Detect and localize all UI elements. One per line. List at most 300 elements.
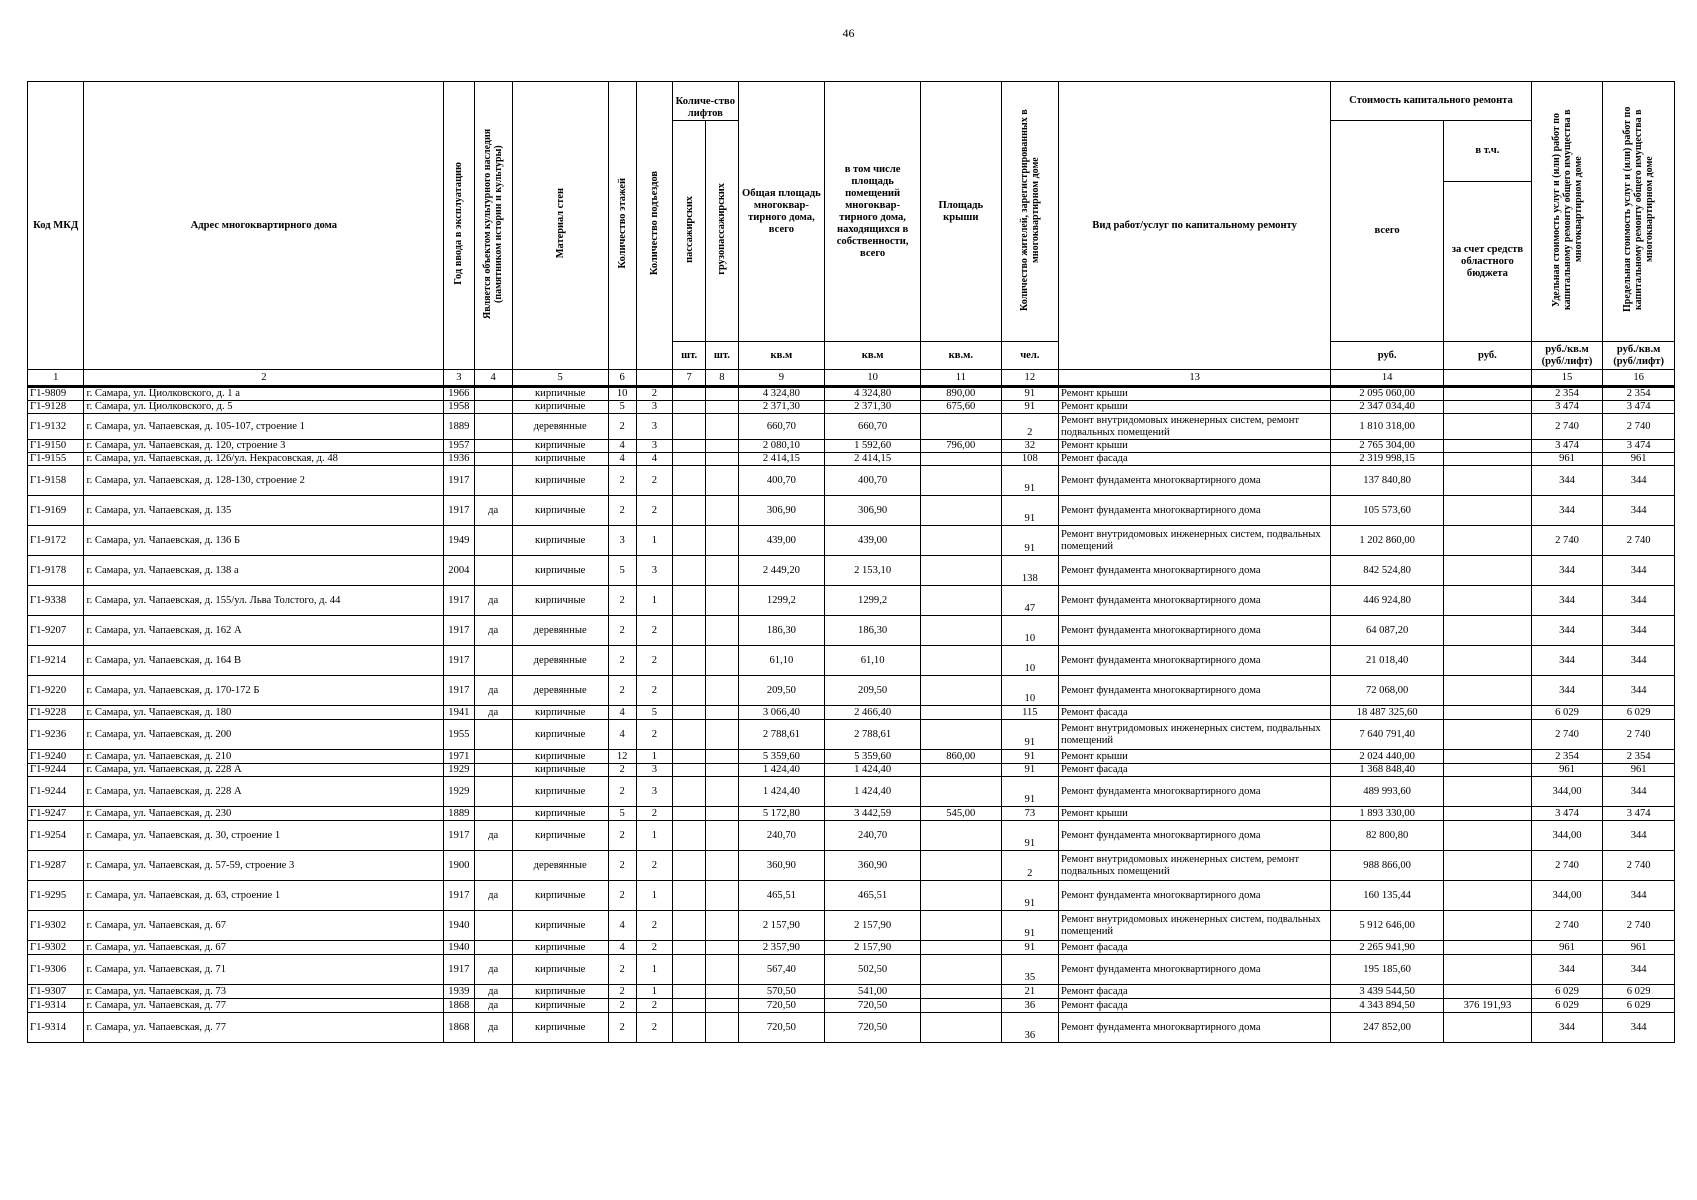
- cell-cost-total: 2 319 998,15: [1331, 453, 1444, 466]
- cell-max-cost: 3 474: [1603, 807, 1675, 821]
- cell-code: Г1-9132: [28, 414, 84, 440]
- cell-heritage: да: [474, 881, 512, 911]
- cell-unit-cost: 2 354: [1531, 387, 1603, 401]
- cell-cost-total: 247 852,00: [1331, 1013, 1444, 1043]
- cell-max-cost: 344: [1603, 676, 1675, 706]
- cell-lifts-cargo: [706, 496, 738, 526]
- column-number-row: [28, 370, 1675, 387]
- cell-total-area: 1 424,40: [738, 764, 825, 777]
- cell-floors: 5: [608, 556, 636, 586]
- cell-lifts-pass: [673, 999, 706, 1013]
- cell-cost-regional: [1444, 646, 1532, 676]
- cell-roof-area: [920, 556, 1001, 586]
- cell-heritage: да: [474, 616, 512, 646]
- cell-heritage: [474, 440, 512, 453]
- cell-work-type: Ремонт крыши: [1059, 440, 1331, 453]
- cell-floors: 4: [608, 706, 636, 720]
- cell-residents: 115: [1001, 706, 1058, 720]
- header-lifts: Количе-ство лифтов: [673, 82, 739, 121]
- header-owned-area: в том числе площадь помещений многоквар-тирного дома, находящихся в собственности, всего: [825, 82, 921, 342]
- cell-floors: 2: [608, 821, 636, 851]
- cell-unit-cost: 3 474: [1531, 401, 1603, 414]
- cell-total-area: 1 424,40: [738, 777, 825, 807]
- cell-code: Г1-9128: [28, 401, 84, 414]
- cell-total-area: 567,40: [738, 955, 825, 985]
- cell-year: 1955: [444, 720, 474, 750]
- cell-entrances: 3: [636, 401, 672, 414]
- cell-address: г. Самара, ул. Чапаевская, д. 155/ул. Льва Толстого, д. 44: [84, 586, 444, 616]
- cell-roof-area: 796,00: [920, 440, 1001, 453]
- cell-cost-regional: [1444, 466, 1532, 496]
- cell-year: 1940: [444, 941, 474, 955]
- table-row: [28, 706, 1675, 720]
- cell-unit-cost: 344: [1531, 646, 1603, 676]
- cell-work-type: Ремонт фундамента многоквартирного дома: [1059, 676, 1331, 706]
- cell-lifts-pass: [673, 496, 706, 526]
- cell-owned-area: 2 371,30: [825, 401, 921, 414]
- cell-owned-area: 209,50: [825, 676, 921, 706]
- cell-max-cost: 961: [1603, 453, 1675, 466]
- cell-residents: 35: [1001, 955, 1058, 985]
- cell-address: г. Самара, ул. Чапаевская, д. 67: [84, 911, 444, 941]
- cell-floors: 10: [608, 387, 636, 401]
- cell-year: 1868: [444, 999, 474, 1013]
- cell-residents: 91: [1001, 387, 1058, 401]
- header-address: Адрес многоквартирного дома: [84, 82, 444, 370]
- cell-cost-total: 64 087,20: [1331, 616, 1444, 646]
- cell-year: 1889: [444, 807, 474, 821]
- table-row: [28, 440, 1675, 453]
- cell-floors: 3: [608, 526, 636, 556]
- cell-cost-total: 489 993,60: [1331, 777, 1444, 807]
- cell-lifts-pass: [673, 720, 706, 750]
- cell-lifts-cargo: [706, 556, 738, 586]
- cell-lifts-cargo: [706, 453, 738, 466]
- col-num: 2: [84, 370, 444, 387]
- cell-floors: 5: [608, 807, 636, 821]
- cell-floors: 2: [608, 851, 636, 881]
- cell-residents: 108: [1001, 453, 1058, 466]
- cell-year: 1939: [444, 985, 474, 999]
- table-row: [28, 777, 1675, 807]
- cell-lifts-pass: [673, 777, 706, 807]
- cell-address: г. Самара, ул. Чапаевская, д. 200: [84, 720, 444, 750]
- unit-cost-total: руб.: [1331, 342, 1444, 370]
- cell-max-cost: 344: [1603, 616, 1675, 646]
- cell-max-cost: 2 740: [1603, 414, 1675, 440]
- cell-owned-area: 400,70: [825, 466, 921, 496]
- header-cost-group: Стоимость капитального ремонта: [1331, 82, 1532, 121]
- cell-entrances: 1: [636, 821, 672, 851]
- cell-roof-area: [920, 496, 1001, 526]
- cell-material: деревянные: [512, 676, 608, 706]
- header-cost-incl: в т.ч.: [1444, 121, 1532, 182]
- cell-year: 1936: [444, 453, 474, 466]
- cell-entrances: 1: [636, 985, 672, 999]
- cell-heritage: да: [474, 1013, 512, 1043]
- cell-floors: 2: [608, 955, 636, 985]
- cell-entrances: 3: [636, 764, 672, 777]
- cell-heritage: [474, 453, 512, 466]
- cell-cost-regional: [1444, 453, 1532, 466]
- cell-max-cost: 344: [1603, 821, 1675, 851]
- cell-cost-total: 137 840,80: [1331, 466, 1444, 496]
- col-num: 11: [920, 370, 1001, 387]
- cell-year: 1957: [444, 440, 474, 453]
- cell-max-cost: 344: [1603, 1013, 1675, 1043]
- cell-code: Г1-9150: [28, 440, 84, 453]
- cell-work-type: Ремонт крыши: [1059, 387, 1331, 401]
- cell-entrances: 3: [636, 556, 672, 586]
- unit-lifts-pass: шт.: [673, 342, 706, 370]
- cell-work-type: Ремонт фундамента многоквартирного дома: [1059, 616, 1331, 646]
- cell-address: г. Самара, ул. Чапаевская, д. 57-59, строение 3: [84, 851, 444, 881]
- cell-total-area: 5 172,80: [738, 807, 825, 821]
- unit-unit-cost: руб./кв.м (руб/лифт): [1531, 342, 1603, 370]
- header-cost-total: всего: [1331, 121, 1444, 342]
- cell-address: г. Самара, ул. Циолковского, д. 1 а: [84, 387, 444, 401]
- cell-owned-area: 2 414,15: [825, 453, 921, 466]
- cell-cost-regional: [1444, 764, 1532, 777]
- cell-owned-area: 2 157,90: [825, 911, 921, 941]
- cell-work-type: Ремонт внутридомовых инженерных систем, ремонт подвальных помещений: [1059, 851, 1331, 881]
- cell-code: Г1-9169: [28, 496, 84, 526]
- cell-max-cost: 3 474: [1603, 440, 1675, 453]
- cell-material: кирпичные: [512, 985, 608, 999]
- cell-total-area: 186,30: [738, 616, 825, 646]
- cell-lifts-cargo: [706, 526, 738, 556]
- table-row: [28, 401, 1675, 414]
- cell-unit-cost: 2 740: [1531, 851, 1603, 881]
- cell-max-cost: 344: [1603, 586, 1675, 616]
- col-num: 14: [1331, 370, 1444, 387]
- header-roof-area: Площадь крыши: [920, 82, 1001, 342]
- cell-heritage: [474, 764, 512, 777]
- cell-owned-area: 3 442,59: [825, 807, 921, 821]
- cell-floors: 2: [608, 646, 636, 676]
- cell-unit-cost: 344: [1531, 955, 1603, 985]
- cell-cost-total: 2 765 304,00: [1331, 440, 1444, 453]
- cell-cost-total: 2 347 034,40: [1331, 401, 1444, 414]
- cell-year: 1917: [444, 616, 474, 646]
- cell-cost-total: 1 202 860,00: [1331, 526, 1444, 556]
- cell-floors: 2: [608, 586, 636, 616]
- header-unit-cost: Удельная стоимость услуг и (или) работ по капитальному ремонту общего имущества в многоквартирном доме: [1531, 82, 1603, 342]
- cell-cost-total: 2 095 060,00: [1331, 387, 1444, 401]
- cell-max-cost: 2 740: [1603, 851, 1675, 881]
- cell-cost-total: 1 368 848,40: [1331, 764, 1444, 777]
- cell-total-area: 400,70: [738, 466, 825, 496]
- cell-work-type: Ремонт фундамента многоквартирного дома: [1059, 955, 1331, 985]
- cell-unit-cost: 344: [1531, 676, 1603, 706]
- cell-heritage: [474, 466, 512, 496]
- cell-material: кирпичные: [512, 401, 608, 414]
- cell-residents: 2: [1001, 851, 1058, 881]
- cell-max-cost: 344: [1603, 496, 1675, 526]
- cell-unit-cost: 2 740: [1531, 720, 1603, 750]
- cell-work-type: Ремонт фундамента многоквартирного дома: [1059, 777, 1331, 807]
- cell-entrances: 2: [636, 720, 672, 750]
- cell-work-type: Ремонт фундамента многоквартирного дома: [1059, 881, 1331, 911]
- cell-work-type: Ремонт крыши: [1059, 807, 1331, 821]
- table-row: [28, 881, 1675, 911]
- cell-year: 1917: [444, 821, 474, 851]
- cell-residents: 36: [1001, 999, 1058, 1013]
- cell-roof-area: [920, 955, 1001, 985]
- cell-address: г. Самара, ул. Чапаевская, д. 128-130, строение 2: [84, 466, 444, 496]
- cell-year: 1917: [444, 676, 474, 706]
- cell-lifts-cargo: [706, 720, 738, 750]
- cell-heritage: [474, 526, 512, 556]
- cell-address: г. Самара, ул. Чапаевская, д. 73: [84, 985, 444, 999]
- cell-total-area: 240,70: [738, 821, 825, 851]
- cell-lifts-pass: [673, 453, 706, 466]
- cell-work-type: Ремонт фундамента многоквартирного дома: [1059, 1013, 1331, 1043]
- cell-unit-cost: 961: [1531, 941, 1603, 955]
- cell-residents: 91: [1001, 466, 1058, 496]
- header-code: Код МКД: [28, 82, 84, 370]
- cell-material: кирпичные: [512, 526, 608, 556]
- cell-lifts-cargo: [706, 414, 738, 440]
- cell-floors: 2: [608, 881, 636, 911]
- cell-unit-cost: 344: [1531, 496, 1603, 526]
- cell-cost-regional: [1444, 821, 1532, 851]
- cell-cost-regional: [1444, 851, 1532, 881]
- cell-entrances: 4: [636, 453, 672, 466]
- cell-entrances: 1: [636, 881, 672, 911]
- cell-work-type: Ремонт внутридомовых инженерных систем, подвальных помещений: [1059, 526, 1331, 556]
- cell-code: Г1-9214: [28, 646, 84, 676]
- cell-entrances: 2: [636, 999, 672, 1013]
- cell-lifts-cargo: [706, 777, 738, 807]
- cell-heritage: [474, 556, 512, 586]
- header-entrances: Количество подъездов: [636, 82, 672, 370]
- cell-entrances: 1: [636, 526, 672, 556]
- cell-max-cost: 6 029: [1603, 706, 1675, 720]
- unit-cost-regional: руб.: [1444, 342, 1532, 370]
- cell-unit-cost: 3 474: [1531, 807, 1603, 821]
- cell-material: кирпичные: [512, 453, 608, 466]
- cell-code: Г1-9314: [28, 1013, 84, 1043]
- cell-lifts-cargo: [706, 646, 738, 676]
- cell-cost-regional: [1444, 440, 1532, 453]
- cell-heritage: [474, 807, 512, 821]
- cell-residents: 91: [1001, 911, 1058, 941]
- cell-lifts-cargo: [706, 586, 738, 616]
- cell-cost-regional: [1444, 556, 1532, 586]
- cell-heritage: [474, 750, 512, 764]
- cell-entrances: 2: [636, 911, 672, 941]
- table-header: [28, 82, 1675, 370]
- cell-code: Г1-9247: [28, 807, 84, 821]
- col-num: 9: [738, 370, 825, 387]
- cell-residents: 91: [1001, 941, 1058, 955]
- cell-owned-area: 186,30: [825, 616, 921, 646]
- cell-year: 1929: [444, 764, 474, 777]
- cell-entrances: 5: [636, 706, 672, 720]
- cell-cost-total: 446 924,80: [1331, 586, 1444, 616]
- table-row: [28, 821, 1675, 851]
- cell-total-area: 465,51: [738, 881, 825, 911]
- col-num: 3: [444, 370, 474, 387]
- table-row: [28, 466, 1675, 496]
- col-num: [636, 370, 672, 387]
- cell-cost-regional: [1444, 720, 1532, 750]
- cell-heritage: да: [474, 999, 512, 1013]
- header-heritage: Является объектом культурного наследия (памятником истории и культуры): [474, 82, 512, 370]
- cell-unit-cost: 6 029: [1531, 985, 1603, 999]
- cell-roof-area: [920, 453, 1001, 466]
- cell-material: кирпичные: [512, 586, 608, 616]
- cell-entrances: 2: [636, 387, 672, 401]
- cell-lifts-pass: [673, 526, 706, 556]
- table-row: [28, 646, 1675, 676]
- cell-cost-total: 1 893 330,00: [1331, 807, 1444, 821]
- cell-total-area: 720,50: [738, 999, 825, 1013]
- cell-heritage: да: [474, 955, 512, 985]
- cell-total-area: 439,00: [738, 526, 825, 556]
- cell-work-type: Ремонт крыши: [1059, 750, 1331, 764]
- cell-unit-cost: 961: [1531, 764, 1603, 777]
- cell-code: Г1-9295: [28, 881, 84, 911]
- cell-lifts-pass: [673, 941, 706, 955]
- cell-cost-total: 7 640 791,40: [1331, 720, 1444, 750]
- cell-owned-area: 541,00: [825, 985, 921, 999]
- cell-floors: 2: [608, 999, 636, 1013]
- cell-owned-area: 439,00: [825, 526, 921, 556]
- cell-residents: 91: [1001, 881, 1058, 911]
- cell-unit-cost: 3 474: [1531, 440, 1603, 453]
- cell-material: кирпичные: [512, 440, 608, 453]
- cell-material: деревянные: [512, 851, 608, 881]
- cell-residents: 91: [1001, 750, 1058, 764]
- cell-residents: 10: [1001, 646, 1058, 676]
- cell-code: Г1-9307: [28, 985, 84, 999]
- cell-lifts-cargo: [706, 764, 738, 777]
- cell-total-area: 660,70: [738, 414, 825, 440]
- cell-code: Г1-9228: [28, 706, 84, 720]
- cell-work-type: Ремонт фундамента многоквартирного дома: [1059, 496, 1331, 526]
- cell-work-type: Ремонт фундамента многоквартирного дома: [1059, 646, 1331, 676]
- cell-cost-regional: [1444, 750, 1532, 764]
- table-row: [28, 556, 1675, 586]
- cell-residents: 138: [1001, 556, 1058, 586]
- cell-code: Г1-9254: [28, 821, 84, 851]
- unit-owned-area: кв.м: [825, 342, 921, 370]
- cell-year: 1917: [444, 586, 474, 616]
- cell-lifts-cargo: [706, 807, 738, 821]
- cell-total-area: 2 357,90: [738, 941, 825, 955]
- cell-residents: 10: [1001, 616, 1058, 646]
- cell-total-area: 209,50: [738, 676, 825, 706]
- cell-cost-regional: [1444, 941, 1532, 955]
- cell-owned-area: 660,70: [825, 414, 921, 440]
- cell-lifts-pass: [673, 401, 706, 414]
- cell-owned-area: 502,50: [825, 955, 921, 985]
- cell-lifts-pass: [673, 387, 706, 401]
- cell-material: деревянные: [512, 646, 608, 676]
- cell-work-type: Ремонт фундамента многоквартирного дома: [1059, 556, 1331, 586]
- table-row: [28, 676, 1675, 706]
- cell-total-area: 1299,2: [738, 586, 825, 616]
- table-row: [28, 586, 1675, 616]
- cell-total-area: 5 359,60: [738, 750, 825, 764]
- cell-material: кирпичные: [512, 496, 608, 526]
- cell-floors: 4: [608, 440, 636, 453]
- cell-work-type: Ремонт внутридомовых инженерных систем, ремонт подвальных помещений: [1059, 414, 1331, 440]
- cell-year: 1971: [444, 750, 474, 764]
- cell-cost-regional: [1444, 706, 1532, 720]
- cell-total-area: 2 449,20: [738, 556, 825, 586]
- cell-address: г. Самара, ул. Чапаевская, д. 164 В: [84, 646, 444, 676]
- cell-cost-regional: [1444, 881, 1532, 911]
- cell-residents: 91: [1001, 777, 1058, 807]
- cell-lifts-pass: [673, 851, 706, 881]
- cell-cost-total: 2 265 941,90: [1331, 941, 1444, 955]
- cell-owned-area: 360,90: [825, 851, 921, 881]
- cell-material: кирпичные: [512, 556, 608, 586]
- cell-floors: 2: [608, 676, 636, 706]
- cell-max-cost: 6 029: [1603, 999, 1675, 1013]
- cell-lifts-pass: [673, 556, 706, 586]
- cell-address: г. Самара, ул. Чапаевская, д. 228 А: [84, 764, 444, 777]
- cell-code: Г1-9302: [28, 911, 84, 941]
- cell-work-type: Ремонт фасада: [1059, 999, 1331, 1013]
- cell-material: кирпичные: [512, 1013, 608, 1043]
- table-row: [28, 720, 1675, 750]
- cell-address: г. Самара, ул. Чапаевская, д. 67: [84, 941, 444, 955]
- cell-year: 1917: [444, 646, 474, 676]
- table-row: [28, 387, 1675, 401]
- cell-total-area: 2 414,15: [738, 453, 825, 466]
- cell-work-type: Ремонт фасада: [1059, 941, 1331, 955]
- cell-cost-regional: [1444, 586, 1532, 616]
- table-row: [28, 453, 1675, 466]
- cell-work-type: Ремонт фасада: [1059, 985, 1331, 999]
- table-row: [28, 616, 1675, 646]
- cell-entrances: 2: [636, 616, 672, 646]
- cell-residents: 91: [1001, 401, 1058, 414]
- cell-year: 1889: [444, 414, 474, 440]
- cell-roof-area: [920, 646, 1001, 676]
- cell-total-area: 2 788,61: [738, 720, 825, 750]
- cell-year: 1868: [444, 1013, 474, 1043]
- cell-entrances: 1: [636, 955, 672, 985]
- cell-entrances: 2: [636, 851, 672, 881]
- page-number: 46: [842, 26, 855, 40]
- cell-total-area: 720,50: [738, 1013, 825, 1043]
- cell-roof-area: [920, 851, 1001, 881]
- cell-address: г. Самара, ул. Чапаевская, д. 230: [84, 807, 444, 821]
- cell-owned-area: 306,90: [825, 496, 921, 526]
- cell-code: Г1-9314: [28, 999, 84, 1013]
- cell-entrances: 1: [636, 750, 672, 764]
- cell-lifts-cargo: [706, 1013, 738, 1043]
- cell-unit-cost: 344: [1531, 1013, 1603, 1043]
- cell-year: 1917: [444, 881, 474, 911]
- cell-unit-cost: 344: [1531, 466, 1603, 496]
- cell-lifts-pass: [673, 414, 706, 440]
- cell-lifts-pass: [673, 881, 706, 911]
- cell-address: г. Самара, ул. Чапаевская, д. 180: [84, 706, 444, 720]
- cell-roof-area: [920, 706, 1001, 720]
- cell-residents: 21: [1001, 985, 1058, 999]
- cell-residents: 73: [1001, 807, 1058, 821]
- cell-address: г. Самара, ул. Чапаевская, д. 135: [84, 496, 444, 526]
- cell-floors: 2: [608, 1013, 636, 1043]
- cell-heritage: да: [474, 821, 512, 851]
- cell-work-type: Ремонт фасада: [1059, 706, 1331, 720]
